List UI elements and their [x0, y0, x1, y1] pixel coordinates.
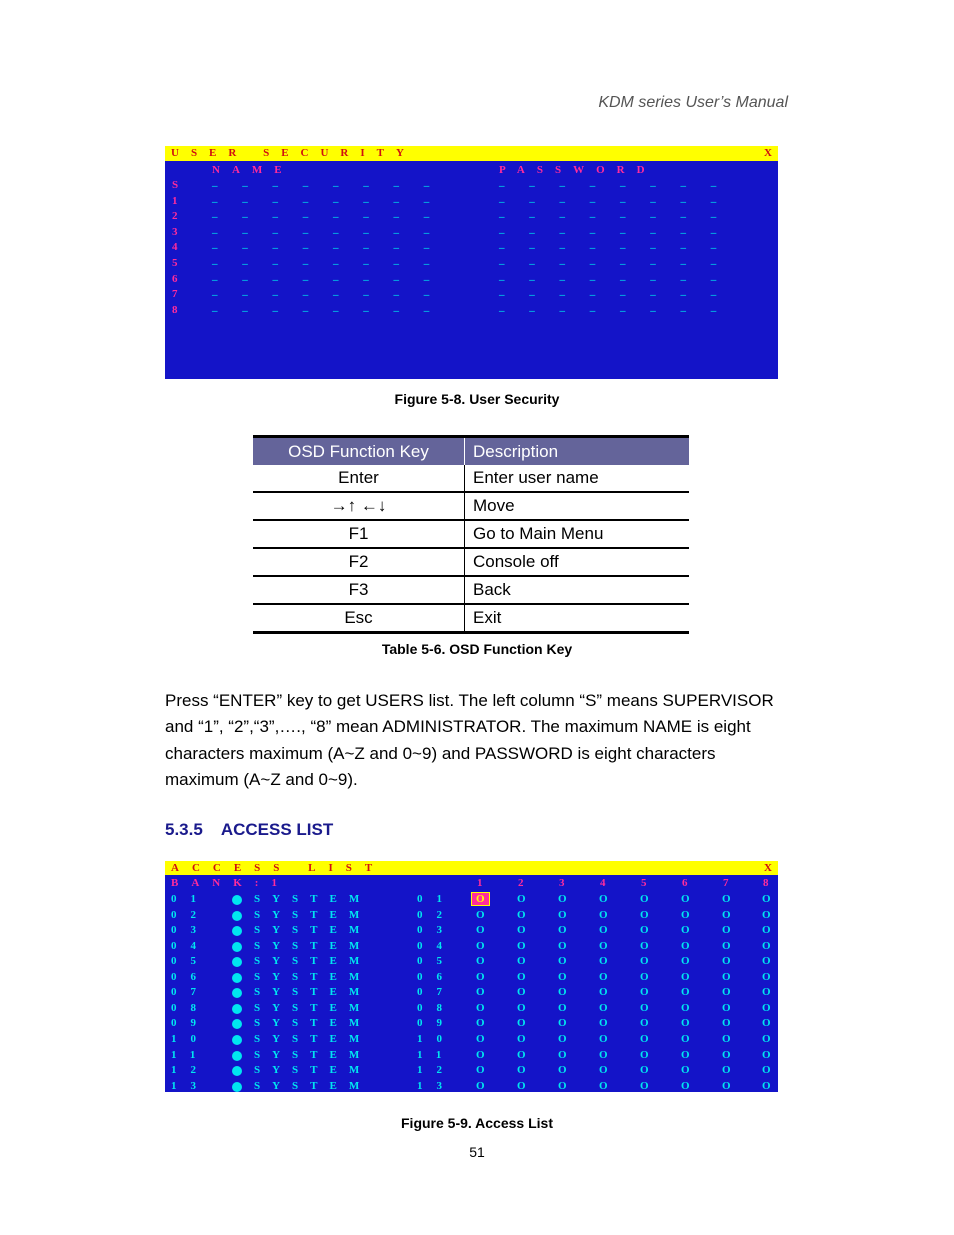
access-cell[interactable]: O	[640, 1017, 649, 1030]
access-cell[interactable]: O	[762, 1079, 771, 1092]
access-cell[interactable]: O	[722, 1064, 731, 1077]
status-dot-icon	[232, 1004, 242, 1014]
access-cell[interactable]: O	[681, 970, 690, 983]
access-cell[interactable]: O	[681, 1048, 690, 1061]
access-cell[interactable]: O	[517, 1048, 526, 1061]
access-cell[interactable]: O	[681, 1064, 690, 1077]
access-cell[interactable]: O	[517, 1079, 526, 1092]
access-cell[interactable]: O	[558, 924, 567, 937]
access-cell[interactable]: O	[681, 939, 690, 952]
section-title: ACCESS LIST	[220, 820, 334, 839]
system-name: SYSTEM	[254, 1001, 372, 1014]
system-name: SYSTEM	[254, 939, 372, 952]
access-cell[interactable]: O	[681, 1032, 690, 1045]
system-name: SYSTEM	[254, 1048, 372, 1061]
access-cell[interactable]: O	[476, 1079, 485, 1092]
name-field[interactable]: _ _ _ _ _ _ _ _	[212, 254, 441, 266]
bank-column-header: 4	[600, 877, 606, 889]
password-field[interactable]: _ _ _ _ _ _ _ _	[499, 285, 728, 298]
row-number: 02	[171, 908, 210, 921]
access-cell[interactable]: O	[476, 1001, 485, 1014]
port-number: 01	[417, 893, 456, 905]
access-cell[interactable]: O	[681, 893, 690, 905]
row-number: 05	[171, 955, 210, 968]
access-cell[interactable]: O	[476, 1048, 485, 1061]
row-number: 03	[171, 924, 210, 937]
password-field[interactable]: _ _ _ _ _ _ _ _	[499, 300, 728, 313]
password-field[interactable]: _ _ _ _ _ _ _ _	[499, 176, 728, 188]
access-cell[interactable]: O	[762, 924, 771, 937]
access-cell[interactable]: O	[640, 1001, 649, 1014]
key-cell: Esc	[253, 604, 465, 633]
key-cell: Enter	[253, 465, 465, 492]
access-cell[interactable]: O	[762, 986, 771, 999]
system-name: SYSTEM	[254, 924, 372, 937]
access-cell[interactable]: O	[558, 1064, 567, 1077]
access-cell[interactable]: O	[476, 986, 485, 999]
password-field[interactable]: _ _ _ _ _ _ _ _	[499, 191, 728, 204]
row-number: 01	[171, 893, 210, 905]
access-cell[interactable]: O	[722, 908, 731, 921]
access-cell[interactable]: O	[476, 924, 485, 937]
table-header-key: OSD Function Key	[253, 437, 465, 466]
status-dot-icon	[232, 1082, 242, 1092]
status-dot-icon	[232, 1035, 242, 1045]
system-name: SYSTEM	[254, 908, 372, 921]
access-cell[interactable]: O	[476, 939, 485, 952]
access-cell[interactable]: O	[681, 1001, 690, 1014]
table-row	[253, 492, 689, 520]
access-cell[interactable]: O	[762, 1064, 771, 1077]
status-dot-icon	[232, 1051, 242, 1061]
access-cell[interactable]: O	[517, 924, 526, 937]
port-number: 13	[417, 1079, 456, 1092]
system-name: SYSTEM	[254, 1032, 372, 1045]
access-cell[interactable]: O	[599, 893, 608, 905]
password-field[interactable]: _ _ _ _ _ _ _ _	[499, 269, 728, 282]
access-list-title-bar	[165, 861, 778, 875]
access-cell[interactable]: O	[476, 1017, 485, 1030]
access-cell[interactable]: O	[681, 955, 690, 968]
system-name: SYSTEM	[254, 1064, 372, 1077]
access-cell[interactable]: O	[558, 1032, 567, 1045]
access-cell[interactable]: O	[762, 1001, 771, 1014]
description-cell: Go to Main Menu	[465, 520, 690, 548]
access-cell[interactable]: O	[681, 908, 690, 921]
table-row	[253, 520, 689, 548]
access-cell[interactable]: O	[722, 939, 731, 952]
port-number: 11	[417, 1048, 456, 1061]
table-row	[253, 548, 689, 576]
bank-column-header: 2	[518, 877, 524, 889]
access-list-screen	[165, 861, 778, 1092]
table-row	[253, 604, 689, 633]
access-cell[interactable]: O	[517, 1032, 526, 1045]
key-cell: F2	[253, 548, 465, 576]
status-dot-icon	[232, 911, 242, 921]
access-cell[interactable]: O	[558, 893, 567, 905]
row-number: 06	[171, 970, 210, 983]
row-number: 13	[171, 1079, 210, 1092]
user-row-label: 3	[172, 225, 178, 238]
access-cell[interactable]: O	[762, 970, 771, 983]
access-cell[interactable]: O	[599, 1048, 608, 1061]
page-number: 51	[469, 1144, 485, 1160]
close-icon[interactable]: X	[764, 862, 772, 874]
bank-column-header: 7	[723, 877, 729, 889]
password-field[interactable]: _ _ _ _ _ _ _ _	[499, 207, 728, 220]
access-cell[interactable]: O	[517, 893, 526, 905]
access-cell[interactable]: O	[640, 924, 649, 937]
status-dot-icon	[232, 1019, 242, 1029]
access-cell[interactable]: O	[640, 893, 649, 905]
user-row-label: 2	[172, 210, 178, 223]
user-row-label: S	[172, 179, 179, 191]
name-field[interactable]: _ _ _ _ _ _ _ _	[212, 176, 441, 188]
table-5-6-caption: Table 5-6. OSD Function Key	[381, 641, 573, 657]
access-cell[interactable]: O	[558, 908, 567, 921]
access-cell[interactable]: O	[558, 1079, 567, 1092]
access-cell[interactable]: O	[722, 893, 731, 905]
access-cell[interactable]: O	[640, 1048, 649, 1061]
password-column-header: PASSWORD	[499, 164, 657, 176]
access-cell[interactable]: O	[599, 986, 608, 999]
bank-column-header: 3	[559, 877, 565, 889]
table-row	[253, 465, 689, 492]
row-number: 07	[171, 986, 210, 999]
access-cell[interactable]: O	[722, 924, 731, 937]
row-number: 10	[171, 1032, 210, 1045]
access-cell[interactable]: O	[599, 924, 608, 937]
access-cell[interactable]: O	[517, 970, 526, 983]
access-cell[interactable]: O	[476, 955, 485, 968]
figure-5-8-caption: Figure 5-8. User Security	[394, 391, 560, 407]
access-cell[interactable]: O	[599, 970, 608, 983]
user-row-label: 6	[172, 272, 178, 285]
status-dot-icon	[232, 1066, 242, 1076]
access-cell[interactable]: O	[558, 1048, 567, 1061]
access-cell[interactable]: O	[558, 986, 567, 999]
name-field[interactable]: _ _ _ _ _ _ _ _	[212, 300, 441, 313]
port-number: 09	[417, 1017, 456, 1030]
user-row-label: 5	[172, 257, 178, 269]
password-field[interactable]: _ _ _ _ _ _ _ _	[499, 222, 728, 235]
bank-column-header: 5	[641, 877, 647, 889]
key-cell: F1	[253, 520, 465, 548]
access-cell[interactable]: O	[681, 1079, 690, 1092]
access-cell[interactable]: O	[476, 1064, 485, 1077]
name-field[interactable]: _ _ _ _ _ _ _ _	[212, 207, 441, 220]
access-cell[interactable]: O	[517, 939, 526, 952]
bank-label: BANK:1	[171, 877, 290, 889]
access-cell[interactable]: O	[762, 955, 771, 968]
access-cell[interactable]: O	[722, 1048, 731, 1061]
user-security-title: USER SECURITY	[171, 147, 416, 159]
access-cell[interactable]: O	[517, 1001, 526, 1014]
close-icon[interactable]: X	[764, 147, 772, 159]
access-cell[interactable]: O	[517, 955, 526, 968]
row-number: 11	[171, 1048, 210, 1061]
figure-5-9-caption: Figure 5-9. Access List	[401, 1115, 553, 1131]
access-cell[interactable]: O	[517, 908, 526, 921]
access-cell[interactable]: O	[762, 1032, 771, 1045]
description-cell: Back	[465, 576, 690, 604]
access-cell[interactable]: O	[476, 908, 485, 921]
user-row-label: 8	[172, 303, 178, 316]
access-cell[interactable]: O	[558, 955, 567, 968]
system-name: SYSTEM	[254, 970, 372, 983]
access-cell[interactable]: O	[681, 1017, 690, 1030]
port-number: 02	[417, 908, 456, 921]
access-cell[interactable]: O	[599, 1032, 608, 1045]
access-cell[interactable]: O	[517, 1064, 526, 1077]
table-row	[253, 576, 689, 604]
port-number: 12	[417, 1064, 456, 1077]
osd-function-key-table	[253, 435, 689, 634]
section-heading	[165, 820, 351, 840]
status-dot-icon	[232, 895, 242, 905]
name-field[interactable]: _ _ _ _ _ _ _ _	[212, 222, 441, 235]
row-number: 09	[171, 1017, 210, 1030]
user-row-label: 7	[172, 288, 178, 301]
access-cell[interactable]: O	[599, 1017, 608, 1030]
table-header-description: Description	[465, 437, 690, 466]
access-list-title: ACCESS LIST	[171, 862, 386, 874]
status-dot-icon	[232, 942, 242, 952]
port-number: 07	[417, 986, 456, 999]
access-cell[interactable]: O	[558, 970, 567, 983]
system-name: SYSTEM	[254, 955, 372, 968]
access-cell[interactable]: O	[722, 1032, 731, 1045]
description-cell: Console off	[465, 548, 690, 576]
description-cell: Move	[465, 492, 690, 520]
access-cell[interactable]: O	[640, 1032, 649, 1045]
system-name: SYSTEM	[254, 986, 372, 999]
password-field[interactable]: _ _ _ _ _ _ _ _	[499, 238, 728, 251]
system-name: SYSTEM	[254, 893, 372, 905]
access-cell[interactable]: O	[640, 1064, 649, 1077]
access-cell[interactable]: O	[762, 1017, 771, 1030]
description-cell: Exit	[465, 604, 690, 633]
access-cell[interactable]: O	[640, 986, 649, 999]
access-cell[interactable]: O	[762, 939, 771, 952]
access-cell[interactable]: O	[517, 986, 526, 999]
row-number: 12	[171, 1064, 210, 1077]
name-field[interactable]: _ _ _ _ _ _ _ _	[212, 285, 441, 298]
system-name: SYSTEM	[254, 1017, 372, 1030]
port-number: 08	[417, 1001, 456, 1014]
access-cell[interactable]: O	[558, 939, 567, 952]
status-dot-icon	[232, 957, 242, 967]
access-cell[interactable]: O	[476, 970, 485, 983]
access-cell[interactable]: O	[599, 1079, 608, 1092]
access-cell[interactable]: O	[722, 970, 731, 983]
port-number: 04	[417, 939, 456, 952]
row-number: 08	[171, 1001, 210, 1014]
port-number: 10	[417, 1032, 456, 1045]
bank-column-header: 6	[682, 877, 688, 889]
access-cell[interactable]: O	[599, 955, 608, 968]
system-name: SYSTEM	[254, 1079, 372, 1092]
row-number: 04	[171, 939, 210, 952]
bank-column-header: 1	[477, 877, 483, 889]
access-cell[interactable]: O	[681, 924, 690, 937]
access-cell[interactable]: O	[476, 1032, 485, 1045]
access-cell[interactable]: O	[722, 1001, 731, 1014]
access-cell[interactable]: O	[681, 986, 690, 999]
access-cell[interactable]: O	[762, 893, 771, 905]
port-number: 05	[417, 955, 456, 968]
access-cell[interactable]: O	[640, 908, 649, 921]
user-row-label: 4	[172, 241, 178, 254]
access-cell[interactable]: O	[517, 1017, 526, 1030]
status-dot-icon	[232, 988, 242, 998]
access-cell[interactable]: O	[762, 908, 771, 921]
access-cell[interactable]: O	[762, 1048, 771, 1061]
port-number: 03	[417, 924, 456, 937]
user-security-title-bar	[165, 146, 778, 161]
port-number: 06	[417, 970, 456, 983]
name-field[interactable]: _ _ _ _ _ _ _ _	[212, 191, 441, 204]
access-cell[interactable]: O	[558, 1001, 567, 1014]
access-cell[interactable]: O	[722, 1079, 731, 1092]
user-security-screen	[165, 146, 778, 379]
status-dot-icon	[232, 926, 242, 936]
access-cell[interactable]: O	[558, 1017, 567, 1030]
bank-column-header: 8	[763, 877, 769, 889]
access-cell[interactable]: O	[599, 908, 608, 921]
access-cell[interactable]: O	[472, 893, 489, 905]
key-cell: F3	[253, 576, 465, 604]
manual-title: KDM series User’s Manual	[598, 94, 788, 111]
key-cell: →↑ ←↓	[253, 492, 465, 520]
access-cell[interactable]: O	[599, 1064, 608, 1077]
section-number: 5.3.5	[165, 820, 203, 839]
access-cell[interactable]: O	[722, 955, 731, 968]
description-cell: Enter user name	[465, 465, 690, 492]
password-field[interactable]: _ _ _ _ _ _ _ _	[499, 254, 728, 266]
body-paragraph: Press “ENTER” key to get USERS list. The left column “S” means SUPERVISOR and “1”, “2”,“3”,…., “8” mean ADMINISTRATOR. The maximum NAME is eight characters maximum (A~Z and 0~9) and PASSWORD is eight characters maximum (A~Z and 0~9).	[165, 691, 774, 789]
name-field[interactable]: _ _ _ _ _ _ _ _	[212, 269, 441, 282]
access-cell[interactable]: O	[722, 1017, 731, 1030]
status-dot-icon	[232, 973, 242, 983]
access-cell[interactable]: O	[640, 955, 649, 968]
access-cell[interactable]: O	[599, 1001, 608, 1014]
access-cell[interactable]: O	[722, 986, 731, 999]
user-row-label: 1	[172, 194, 178, 207]
name-column-header: NAME	[212, 164, 294, 176]
access-cell[interactable]: O	[640, 970, 649, 983]
access-cell[interactable]: O	[599, 939, 608, 952]
access-cell[interactable]: O	[640, 939, 649, 952]
access-cell[interactable]: O	[640, 1079, 649, 1092]
name-field[interactable]: _ _ _ _ _ _ _ _	[212, 238, 441, 251]
